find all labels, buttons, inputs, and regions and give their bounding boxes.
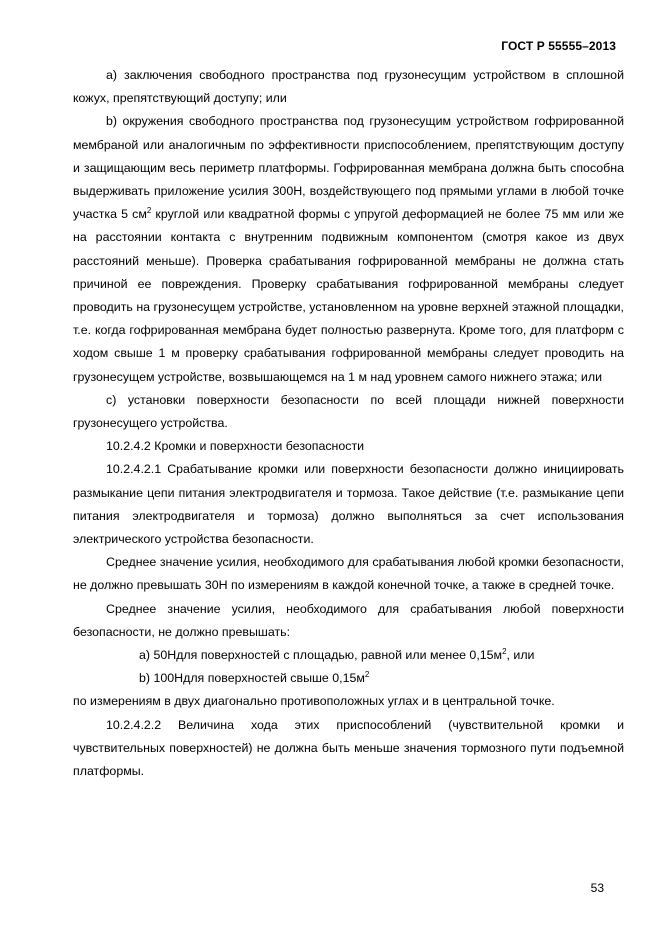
paragraph-b-part2: круглой или квадратной формы с упругой деформацией не более 75 мм или же на расстоянии контакта с внутренним подвижным компонентом (смотря какое из двух расстояний меньше). Проверка срабатывания гофрированной мембраны не должна стать причиной ее повреждения. Проверку срабатывания гофрированной мембраны следует проводить на грузонесущем устройстве, установленном на уровне верхней этажной площадки, т.е. когда гофрированная мембрана будет полностью развернута. Кроме того, для платформ с ходом свыше 1 м проверку срабатывания гофрированной мембраны следует проводить на грузонесущем устройстве, возвышающемся на 1 м над уровнем самого нижнего этажа; или	[73, 207, 624, 384]
document-body	[73, 64, 624, 783]
list-item-a-text: для поверхностей с площадью, равной или менее 0,15м	[176, 648, 503, 663]
list-item-a	[73, 644, 624, 667]
list-item-a-value: a) 50Н	[139, 648, 177, 663]
page-number: 53	[590, 881, 604, 895]
list-item-b-text: для поверхностей свыше 0,15м	[183, 671, 365, 686]
superscript-2: 2	[364, 670, 370, 680]
paragraph-10-2-4-2-1: 10.2.4.2.1 Срабатывание кромки или поверхности безопасности должно инициировать размыкание цепи питания электродвигателя и тормоза. Такое действие (т.е. размыкание цепи питания электродвигателя и тормоза) должно выполняться за счет использования электрического устройства безопасности.	[73, 462, 624, 547]
paragraph-b-part1: b) окружения свободного пространства под грузонесущим устройством гофрированной мембраной или аналогичным по эффективности приспособлением, препятствующим доступу и защищающим весь периметр платформы. Гофрированная мембрана должна быть способна выдерживать приложение усилия 300Н, воздействующего под прямыми углами в любой точке участка 5 см	[73, 114, 624, 222]
paragraph-a: a) заключения свободного пространства под грузонесущим устройством в сплошной кожух, препятствующий доступу; или	[73, 68, 624, 106]
section-heading-10-2-4-2: 10.2.4.2 Кромки и поверхности безопасности	[106, 439, 365, 454]
standard-header: ГОСТ Р 55555–2013	[501, 39, 616, 53]
list-item-a-tail: , или	[506, 648, 535, 663]
paragraph-10-2-4-2-2: 10.2.4.2.2 Величина хода этих приспособлений (чувствительной кромки и чувствительных поверхностей) не должна быть меньше значения тормозного пути подъемной платформы.	[73, 717, 624, 779]
paragraph-average-surface-force: Среднее значение усилия, необходимого для срабатывания любой поверхности безопасности, не должно превышать:	[73, 601, 624, 639]
paragraph-average-edge-force: Среднее значение усилия, необходимого для срабатывания любой кромки безопасности, не должно превышать 30Н по измерениям в каждой конечной точке, а также в средней точке.	[73, 555, 624, 593]
paragraph-measurement-points: по измерениям в двух диагонально противоположных углах и в центральной точке.	[73, 694, 555, 709]
superscript-2: 2	[146, 206, 152, 216]
paragraph-b	[73, 110, 624, 388]
list-item-b	[73, 667, 624, 690]
list-item-b-value: b) 100Н	[139, 671, 184, 686]
superscript-2: 2	[502, 647, 507, 657]
paragraph-c: c) установки поверхности безопасности по всей площади нижней поверхности грузонесущего устройства.	[73, 392, 624, 431]
